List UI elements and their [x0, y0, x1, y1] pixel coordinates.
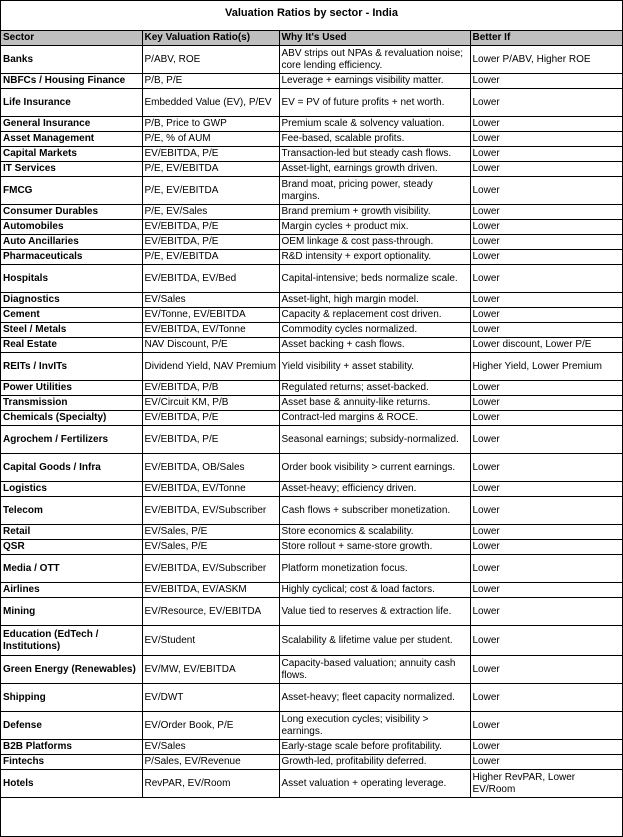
why-cell: Brand premium + growth visibility.	[279, 205, 470, 220]
sector-cell: Consumer Durables	[1, 205, 142, 220]
table-row	[1, 381, 622, 396]
why-cell: Order book visibility > current earnings.	[279, 454, 470, 482]
better-cell: Lower	[470, 426, 622, 454]
ratio-cell: P/ABV, ROE	[142, 46, 279, 74]
better-cell: Lower	[470, 411, 622, 426]
ratio-cell: EV/Student	[142, 626, 279, 656]
sector-cell: Defense	[1, 712, 142, 740]
ratio-cell: EV/Resource, EV/EBITDA	[142, 598, 279, 626]
sector-cell: Logistics	[1, 482, 142, 497]
ratio-cell: P/E, EV/EBITDA	[142, 250, 279, 265]
sector-cell: Cement	[1, 308, 142, 323]
why-cell: Capital-intensive; beds normalize scale.	[279, 265, 470, 293]
sector-cell: Transmission	[1, 396, 142, 411]
ratio-cell: NAV Discount, P/E	[142, 338, 279, 353]
why-cell: Highly cyclical; cost & load factors.	[279, 583, 470, 598]
sector-cell: Automobiles	[1, 220, 142, 235]
table-row	[1, 308, 622, 323]
table-row	[1, 684, 622, 712]
better-cell: Lower	[470, 540, 622, 555]
sector-cell: Green Energy (Renewables)	[1, 656, 142, 684]
ratio-cell: EV/Sales, P/E	[142, 540, 279, 555]
why-cell: Fee-based, scalable profits.	[279, 132, 470, 147]
table-row	[1, 323, 622, 338]
why-cell: Early-stage scale before profitability.	[279, 740, 470, 755]
why-cell: Regulated returns; asset-backed.	[279, 381, 470, 396]
why-cell: Brand moat, pricing power, steady margins.	[279, 177, 470, 205]
better-cell: Lower	[470, 162, 622, 177]
ratio-cell: Dividend Yield, NAV Premium	[142, 353, 279, 381]
better-cell: Lower	[470, 147, 622, 162]
table-row	[1, 89, 622, 117]
why-cell: Asset base & annuity-like returns.	[279, 396, 470, 411]
table-row	[1, 426, 622, 454]
why-cell: ABV strips out NPAs & revaluation noise; core lending efficiency.	[279, 46, 470, 74]
table-row	[1, 411, 622, 426]
table-row	[1, 540, 622, 555]
column-header-ratio: Key Valuation Ratio(s)	[142, 31, 279, 46]
sector-cell: Retail	[1, 525, 142, 540]
why-cell: Cash flows + subscriber monetization.	[279, 497, 470, 525]
table-body	[1, 46, 622, 798]
header-row	[1, 31, 622, 46]
why-cell: Platform monetization focus.	[279, 555, 470, 583]
better-cell: Lower discount, Lower P/E	[470, 338, 622, 353]
why-cell: OEM linkage & cost pass-through.	[279, 235, 470, 250]
ratio-cell: RevPAR, EV/Room	[142, 770, 279, 798]
table-row	[1, 482, 622, 497]
better-cell: Lower	[470, 712, 622, 740]
better-cell: Lower	[470, 323, 622, 338]
ratio-cell: P/E, EV/EBITDA	[142, 162, 279, 177]
ratio-cell: EV/EBITDA, EV/ASKM	[142, 583, 279, 598]
table-row	[1, 177, 622, 205]
why-cell: Transaction-led but steady cash flows.	[279, 147, 470, 162]
why-cell: EV = PV of future profits + net worth.	[279, 89, 470, 117]
sector-cell: General Insurance	[1, 117, 142, 132]
better-cell: Lower	[470, 177, 622, 205]
sector-cell: Pharmaceuticals	[1, 250, 142, 265]
better-cell: Lower	[470, 583, 622, 598]
sector-cell: Steel / Metals	[1, 323, 142, 338]
sector-cell: FMCG	[1, 177, 142, 205]
sector-cell: Telecom	[1, 497, 142, 525]
table-row	[1, 205, 622, 220]
table-row	[1, 293, 622, 308]
why-cell: Margin cycles + product mix.	[279, 220, 470, 235]
table-row	[1, 755, 622, 770]
better-cell: Lower	[470, 117, 622, 132]
why-cell: Scalability & lifetime value per student.	[279, 626, 470, 656]
table-row	[1, 74, 622, 89]
better-cell: Lower	[470, 265, 622, 293]
ratio-cell: EV/EBITDA, P/E	[142, 220, 279, 235]
ratio-cell: P/B, P/E	[142, 74, 279, 89]
sector-cell: Education (EdTech / Institutions)	[1, 626, 142, 656]
better-cell: Lower	[470, 250, 622, 265]
table-row	[1, 353, 622, 381]
ratio-cell: EV/Sales, P/E	[142, 525, 279, 540]
sector-cell: Hotels	[1, 770, 142, 798]
table-row	[1, 338, 622, 353]
better-cell: Higher Yield, Lower Premium	[470, 353, 622, 381]
why-cell: Long execution cycles; visibility > earnings.	[279, 712, 470, 740]
why-cell: Asset valuation + operating leverage.	[279, 770, 470, 798]
better-cell: Lower	[470, 396, 622, 411]
sector-cell: B2B Platforms	[1, 740, 142, 755]
column-header-sector: Sector	[1, 31, 142, 46]
ratio-cell: EV/EBITDA, EV/Tonne	[142, 323, 279, 338]
better-cell: Lower	[470, 293, 622, 308]
sector-cell: Auto Ancillaries	[1, 235, 142, 250]
table-row	[1, 497, 622, 525]
why-cell: Asset-heavy; efficiency driven.	[279, 482, 470, 497]
why-cell: Capacity & replacement cost driven.	[279, 308, 470, 323]
sector-cell: Airlines	[1, 583, 142, 598]
sector-cell: Diagnostics	[1, 293, 142, 308]
better-cell: Lower	[470, 205, 622, 220]
table-row	[1, 250, 622, 265]
ratio-cell: EV/EBITDA, P/E	[142, 411, 279, 426]
sector-cell: Mining	[1, 598, 142, 626]
why-cell: Premium scale & solvency valuation.	[279, 117, 470, 132]
ratio-cell: EV/EBITDA, P/B	[142, 381, 279, 396]
better-cell: Lower	[470, 235, 622, 250]
better-cell: Lower	[470, 598, 622, 626]
better-cell: Lower	[470, 132, 622, 147]
sector-cell: Fintechs	[1, 755, 142, 770]
sector-cell: REITs / InvITs	[1, 353, 142, 381]
why-cell: Value tied to reserves & extraction life.	[279, 598, 470, 626]
better-cell: Lower	[470, 454, 622, 482]
why-cell: R&D intensity + export optionality.	[279, 250, 470, 265]
table-row	[1, 583, 622, 598]
sector-cell: Banks	[1, 46, 142, 74]
table-row	[1, 235, 622, 250]
table-row	[1, 454, 622, 482]
ratio-cell: EV/EBITDA, EV/Tonne	[142, 482, 279, 497]
better-cell: Lower	[470, 74, 622, 89]
ratio-cell: EV/EBITDA, P/E	[142, 426, 279, 454]
table-row	[1, 265, 622, 293]
why-cell: Growth-led, profitability deferred.	[279, 755, 470, 770]
table-row	[1, 220, 622, 235]
why-cell: Seasonal earnings; subsidy-normalized.	[279, 426, 470, 454]
table-row	[1, 598, 622, 626]
ratio-cell: EV/Sales	[142, 740, 279, 755]
table-row	[1, 770, 622, 798]
why-cell: Capacity-based valuation; annuity cash flows.	[279, 656, 470, 684]
ratio-cell: P/Sales, EV/Revenue	[142, 755, 279, 770]
table-row	[1, 740, 622, 755]
sector-cell: Agrochem / Fertilizers	[1, 426, 142, 454]
ratio-cell: EV/EBITDA, EV/Subscriber	[142, 497, 279, 525]
table-row	[1, 626, 622, 656]
page-title: Valuation Ratios by sector - India	[1, 1, 622, 31]
table-row	[1, 555, 622, 583]
ratio-cell: EV/Sales	[142, 293, 279, 308]
ratio-cell: P/B, Price to GWP	[142, 117, 279, 132]
ratio-cell: Embedded Value (EV), P/EV	[142, 89, 279, 117]
column-header-better: Better If	[470, 31, 622, 46]
sector-cell: Shipping	[1, 684, 142, 712]
ratio-cell: EV/EBITDA, P/E	[142, 235, 279, 250]
better-cell: Lower	[470, 626, 622, 656]
better-cell: Lower	[470, 497, 622, 525]
table-row	[1, 117, 622, 132]
better-cell: Higher RevPAR, Lower EV/Room	[470, 770, 622, 798]
sector-cell: Asset Management	[1, 132, 142, 147]
sector-cell: Capital Markets	[1, 147, 142, 162]
ratio-cell: EV/Tonne, EV/EBITDA	[142, 308, 279, 323]
ratio-cell: EV/EBITDA, EV/Subscriber	[142, 555, 279, 583]
table-row	[1, 656, 622, 684]
sector-cell: Real Estate	[1, 338, 142, 353]
ratio-cell: P/E, % of AUM	[142, 132, 279, 147]
table-row	[1, 132, 622, 147]
better-cell: Lower P/ABV, Higher ROE	[470, 46, 622, 74]
why-cell: Store economics & scalability.	[279, 525, 470, 540]
ratio-cell: EV/EBITDA, OB/Sales	[142, 454, 279, 482]
ratio-cell: P/E, EV/EBITDA	[142, 177, 279, 205]
table-row	[1, 162, 622, 177]
ratio-cell: P/E, EV/Sales	[142, 205, 279, 220]
ratio-cell: EV/Order Book, P/E	[142, 712, 279, 740]
why-cell: Contract-led margins & ROCE.	[279, 411, 470, 426]
better-cell: Lower	[470, 684, 622, 712]
ratio-cell: EV/DWT	[142, 684, 279, 712]
why-cell: Asset-light, high margin model.	[279, 293, 470, 308]
sector-cell: Hospitals	[1, 265, 142, 293]
why-cell: Store rollout + same-store growth.	[279, 540, 470, 555]
valuation-table	[1, 31, 622, 798]
sector-cell: Chemicals (Specialty)	[1, 411, 142, 426]
ratio-cell: EV/Circuit KM, P/B	[142, 396, 279, 411]
better-cell: Lower	[470, 755, 622, 770]
sector-cell: QSR	[1, 540, 142, 555]
table-row	[1, 712, 622, 740]
sector-cell: IT Services	[1, 162, 142, 177]
sector-cell: Life Insurance	[1, 89, 142, 117]
why-cell: Asset backing + cash flows.	[279, 338, 470, 353]
ratio-cell: EV/MW, EV/EBITDA	[142, 656, 279, 684]
table-row	[1, 525, 622, 540]
better-cell: Lower	[470, 555, 622, 583]
ratio-cell: EV/EBITDA, P/E	[142, 147, 279, 162]
better-cell: Lower	[470, 740, 622, 755]
sector-cell: Media / OTT	[1, 555, 142, 583]
ratio-cell: EV/EBITDA, EV/Bed	[142, 265, 279, 293]
table-row	[1, 147, 622, 162]
better-cell: Lower	[470, 308, 622, 323]
table-row	[1, 46, 622, 74]
better-cell: Lower	[470, 525, 622, 540]
why-cell: Commodity cycles normalized.	[279, 323, 470, 338]
why-cell: Asset-light, earnings growth driven.	[279, 162, 470, 177]
better-cell: Lower	[470, 381, 622, 396]
table-row	[1, 396, 622, 411]
why-cell: Asset-heavy; fleet capacity normalized.	[279, 684, 470, 712]
better-cell: Lower	[470, 220, 622, 235]
sector-cell: NBFCs / Housing Finance	[1, 74, 142, 89]
column-header-why: Why It's Used	[279, 31, 470, 46]
why-cell: Leverage + earnings visibility matter.	[279, 74, 470, 89]
better-cell: Lower	[470, 89, 622, 117]
sector-cell: Capital Goods / Infra	[1, 454, 142, 482]
better-cell: Lower	[470, 656, 622, 684]
better-cell: Lower	[470, 482, 622, 497]
sector-cell: Power Utilities	[1, 381, 142, 396]
why-cell: Yield visibility + asset stability.	[279, 353, 470, 381]
